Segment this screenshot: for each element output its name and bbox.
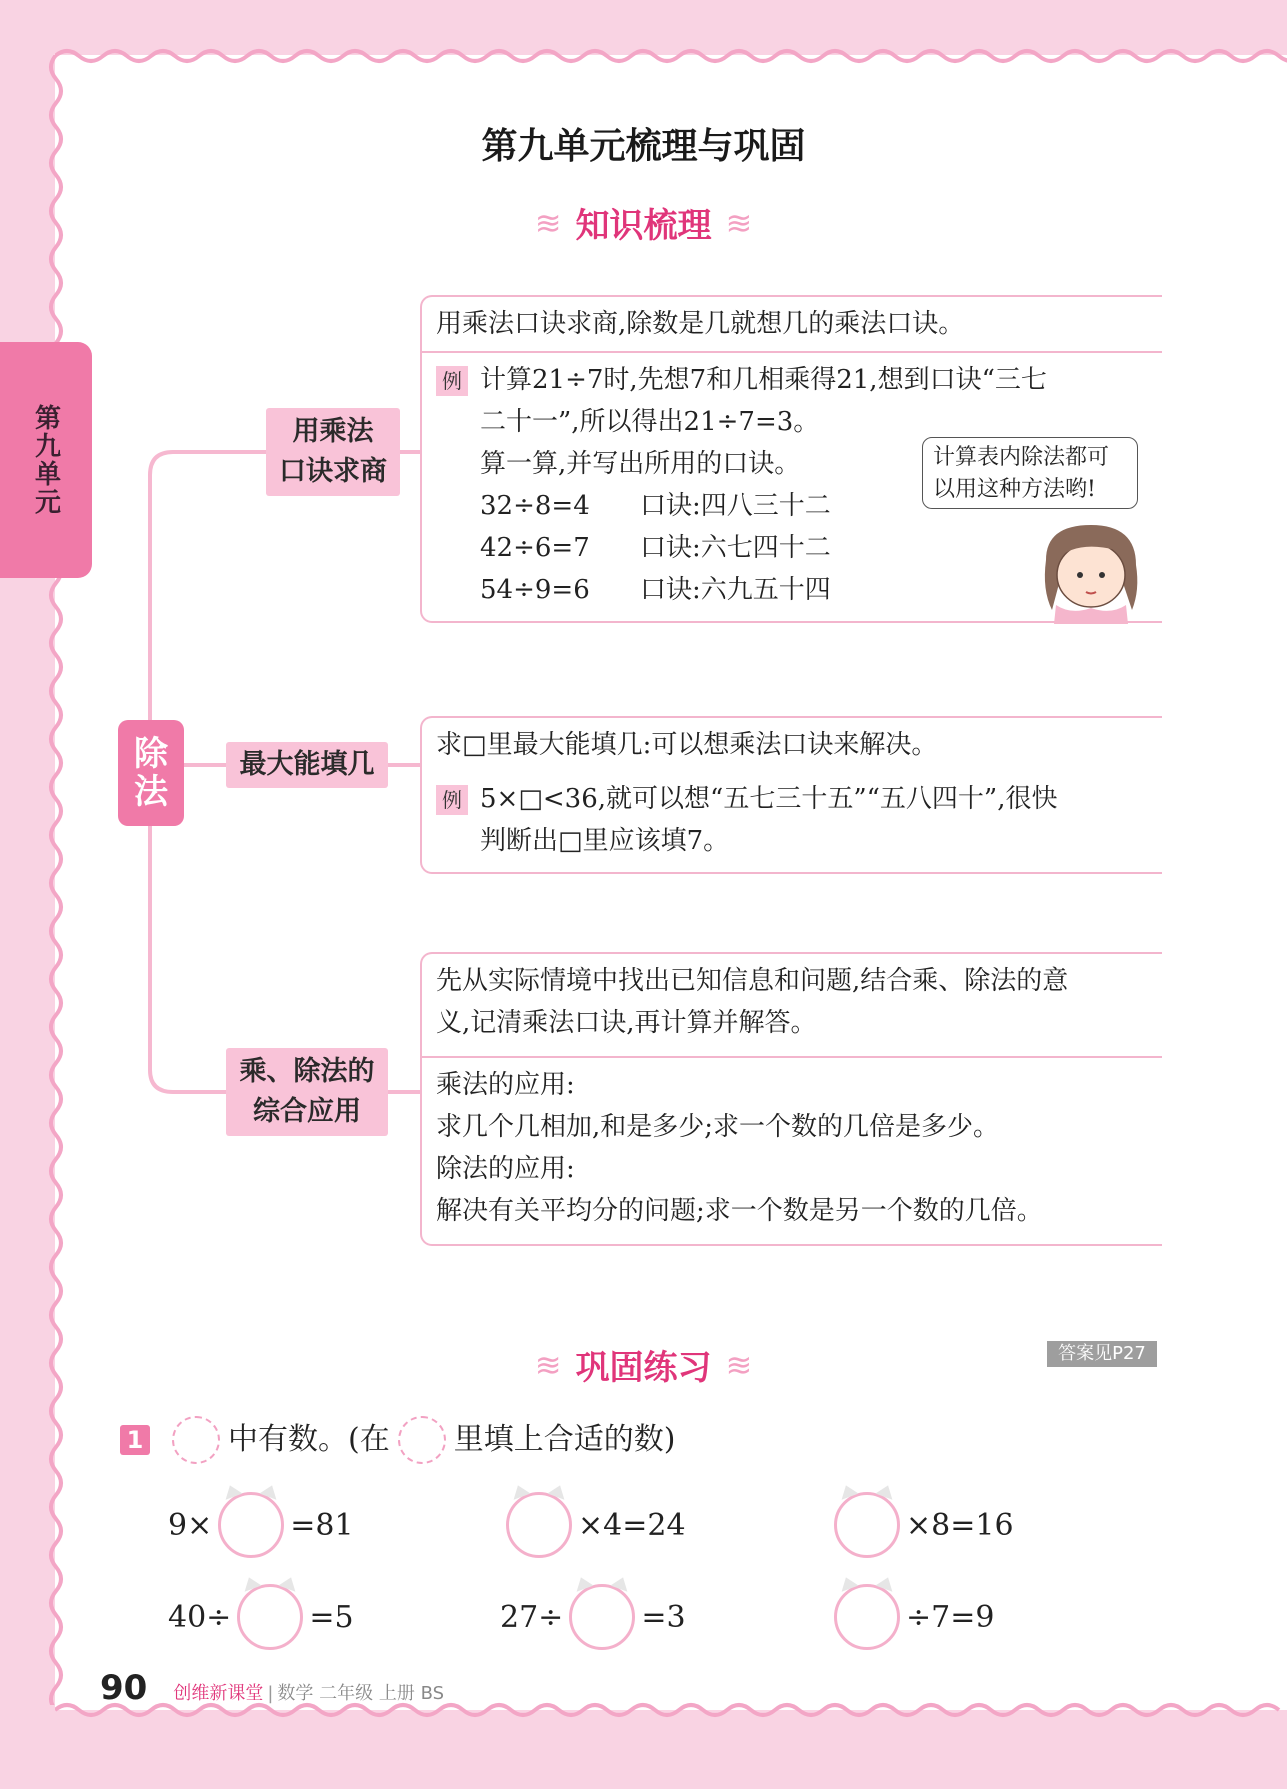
- calc-eq: 32÷8=4: [480, 491, 590, 521]
- expression-3: [828, 1492, 1014, 1558]
- calc-eq: 54÷9=6: [480, 575, 590, 605]
- box3-rule-line1: 先从实际情境中找出已知信息和问题,结合乘、除法的意: [436, 966, 1069, 996]
- exp-post: ×4=24: [578, 1507, 686, 1543]
- mind-map-root-division: [118, 720, 184, 826]
- calc-eq: 42÷6=7: [480, 533, 590, 563]
- example-tag: 例: [436, 366, 468, 396]
- example-tag: 例: [436, 785, 468, 815]
- answer-circle[interactable]: [834, 1584, 900, 1650]
- girl-thinking-illustration: [1036, 520, 1146, 624]
- mul-text: 求几个几相加,和是多少;求一个数的几倍是多少。: [436, 1112, 1000, 1142]
- box2-ex-line1: 5×□<36,就可以想“五七三十五”“五八四十”,很快: [480, 784, 1058, 814]
- box3-rule: [422, 954, 1162, 1056]
- root-char-2: 法: [134, 772, 168, 812]
- squiggle-icon: ≋: [725, 203, 753, 242]
- node1-line1: 用乘法: [292, 416, 374, 447]
- section-practice-label: 巩固练习: [575, 1348, 712, 1388]
- squiggle-icon: ≋: [725, 1345, 753, 1384]
- box3-applications: [422, 1056, 1162, 1244]
- exp-post: =81: [290, 1507, 354, 1543]
- calc-rhyme: 口诀:四八三十二: [640, 491, 831, 521]
- box2-example: [422, 772, 1162, 872]
- box1-ex-line1: 计算21÷7时,先想7和几相乘得21,想到口诀“三七: [480, 365, 1047, 395]
- box3-rule-line2: 义,记清乘法口诀,再计算并解答。: [436, 1008, 817, 1038]
- exp-post: =5: [309, 1599, 354, 1635]
- box-max-fill: [420, 716, 1162, 874]
- mul-title: 乘法的应用:: [436, 1070, 575, 1100]
- exp-post: ÷7=9: [906, 1599, 995, 1635]
- unit-side-tab-label: 第九单元: [30, 404, 61, 516]
- exp-pre: 9×: [168, 1507, 213, 1543]
- exp-post: ×8=16: [906, 1507, 1014, 1543]
- answer-circle[interactable]: [569, 1584, 635, 1650]
- page-footer: [100, 1668, 444, 1708]
- question-1-prompt: [164, 1416, 675, 1464]
- calc-rhyme: 口诀:六九五十四: [640, 575, 831, 605]
- answer-circle[interactable]: [834, 1492, 900, 1558]
- bubble-line1: 计算表内除法都可: [933, 445, 1110, 470]
- section-knowledge-label: 知识梳理: [575, 206, 712, 246]
- question-number: 1: [120, 1425, 150, 1455]
- page-title: 第九单元梳理与巩固: [481, 126, 806, 167]
- answer-circle[interactable]: [237, 1584, 303, 1650]
- circle-blank-icon: [398, 1416, 446, 1464]
- node3-line1: 乘、除法的: [239, 1056, 375, 1087]
- expression-1: [168, 1492, 354, 1558]
- answer-circle[interactable]: [218, 1492, 284, 1558]
- box1-ex-line2: 二十一”,所以得出21÷7=3。: [480, 407, 820, 437]
- speech-bubble: [922, 437, 1138, 509]
- expression-6: [828, 1584, 994, 1650]
- calc-rhyme: 口诀:六七四十二: [640, 533, 831, 563]
- footer-separator: |: [267, 1683, 274, 1704]
- box-combined-application: [420, 952, 1162, 1246]
- expression-4: [168, 1584, 354, 1650]
- box1-rule: 用乘法口诀求商,除数是几就想几的乘法口诀。: [436, 309, 965, 339]
- node-max-fill: 最大能填几: [226, 742, 388, 788]
- div-text: 解决有关平均分的问题;求一个数是另一个数的几倍。: [436, 1196, 1043, 1226]
- page-number: 90: [100, 1668, 148, 1708]
- exp-pre: 40÷: [168, 1599, 232, 1635]
- node3-line2: 综合应用: [253, 1096, 361, 1127]
- box2-rule: 求□里最大能填几:可以想乘法口诀来解决。: [436, 730, 938, 760]
- div-title: 除法的应用:: [436, 1154, 575, 1184]
- squiggle-icon: ≋: [534, 203, 562, 242]
- box2-ex-line2: 判断出□里应该填7。: [480, 826, 730, 856]
- root-char-1: 除: [134, 734, 168, 774]
- answer-reference-badge: 答案见P27: [1047, 1341, 1157, 1367]
- exp-post: =3: [641, 1599, 686, 1635]
- node-multiplication-rhyme: [266, 408, 400, 496]
- bubble-line2: 以用这种方法哟!: [933, 477, 1096, 502]
- q1-text2: 里填上合适的数): [453, 1422, 676, 1457]
- expression-5: [500, 1584, 686, 1650]
- box1-ex-line3: 算一算,并写出所用的口诀。: [480, 449, 801, 479]
- exp-pre: 27÷: [500, 1599, 564, 1635]
- answer-circle[interactable]: [506, 1492, 572, 1558]
- node-combined-application: [226, 1048, 388, 1136]
- expression-2: [500, 1492, 686, 1558]
- brand-name: 创维新课堂: [173, 1683, 264, 1704]
- series-info: 数学 二年级 上册 BS: [277, 1683, 445, 1704]
- circle-blank-icon: [172, 1416, 220, 1464]
- q1-text1: 中有数。(在: [228, 1422, 390, 1457]
- squiggle-icon: ≋: [534, 1345, 562, 1384]
- node1-line2: 口诀求商: [279, 456, 387, 487]
